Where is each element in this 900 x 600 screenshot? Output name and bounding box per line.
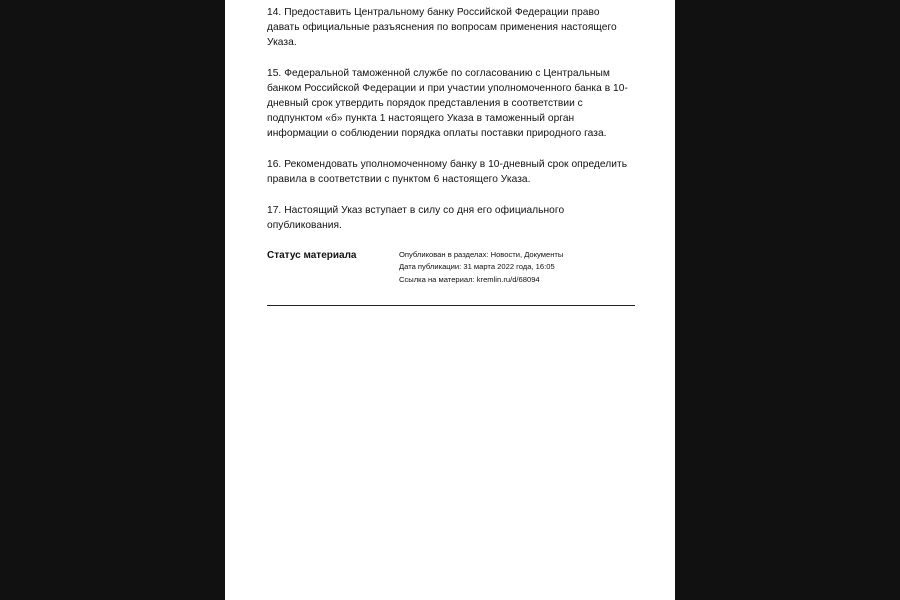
- document-page: [225, 0, 675, 600]
- paragraph-14: 14. Предоставить Центральному банку Российской Федерации право давать официальные разъяснения по вопросам применения настоящего Указа.: [267, 7, 617, 48]
- status-title: Статус материала: [267, 250, 357, 261]
- divider: [267, 305, 635, 306]
- published-sections: Опубликован в разделах: Новости, Документы: [399, 250, 564, 259]
- paragraph-15: 15. Федеральной таможенной службе по согласованию с Центральным банком Российской Федерации и при участии уполномоченного банка в 10-дневный срок утвердить порядок представления в соответствии с подпунктом «б» пункта 1 настоящего Указа в таможенный орган информации о соблюдении порядка оплаты поставки природного газа.: [267, 68, 628, 139]
- paragraph-16: 16. Рекомендовать уполномоченному банку в 10-дневный срок определить правила в соответствии с пунктом 6 настоящего Указа.: [267, 159, 628, 185]
- document-content: [267, 5, 635, 286]
- paragraph-17: 17. Настоящий Указ вступает в силу со дня его официального опубликования.: [267, 205, 565, 231]
- status-meta: [399, 249, 563, 286]
- material-link[interactable]: Ссылка на материал: kremlin.ru/d/68094: [399, 274, 540, 284]
- publication-date: Дата публикации: 31 марта 2022 года, 16:05: [399, 262, 555, 272]
- material-status: [267, 249, 635, 286]
